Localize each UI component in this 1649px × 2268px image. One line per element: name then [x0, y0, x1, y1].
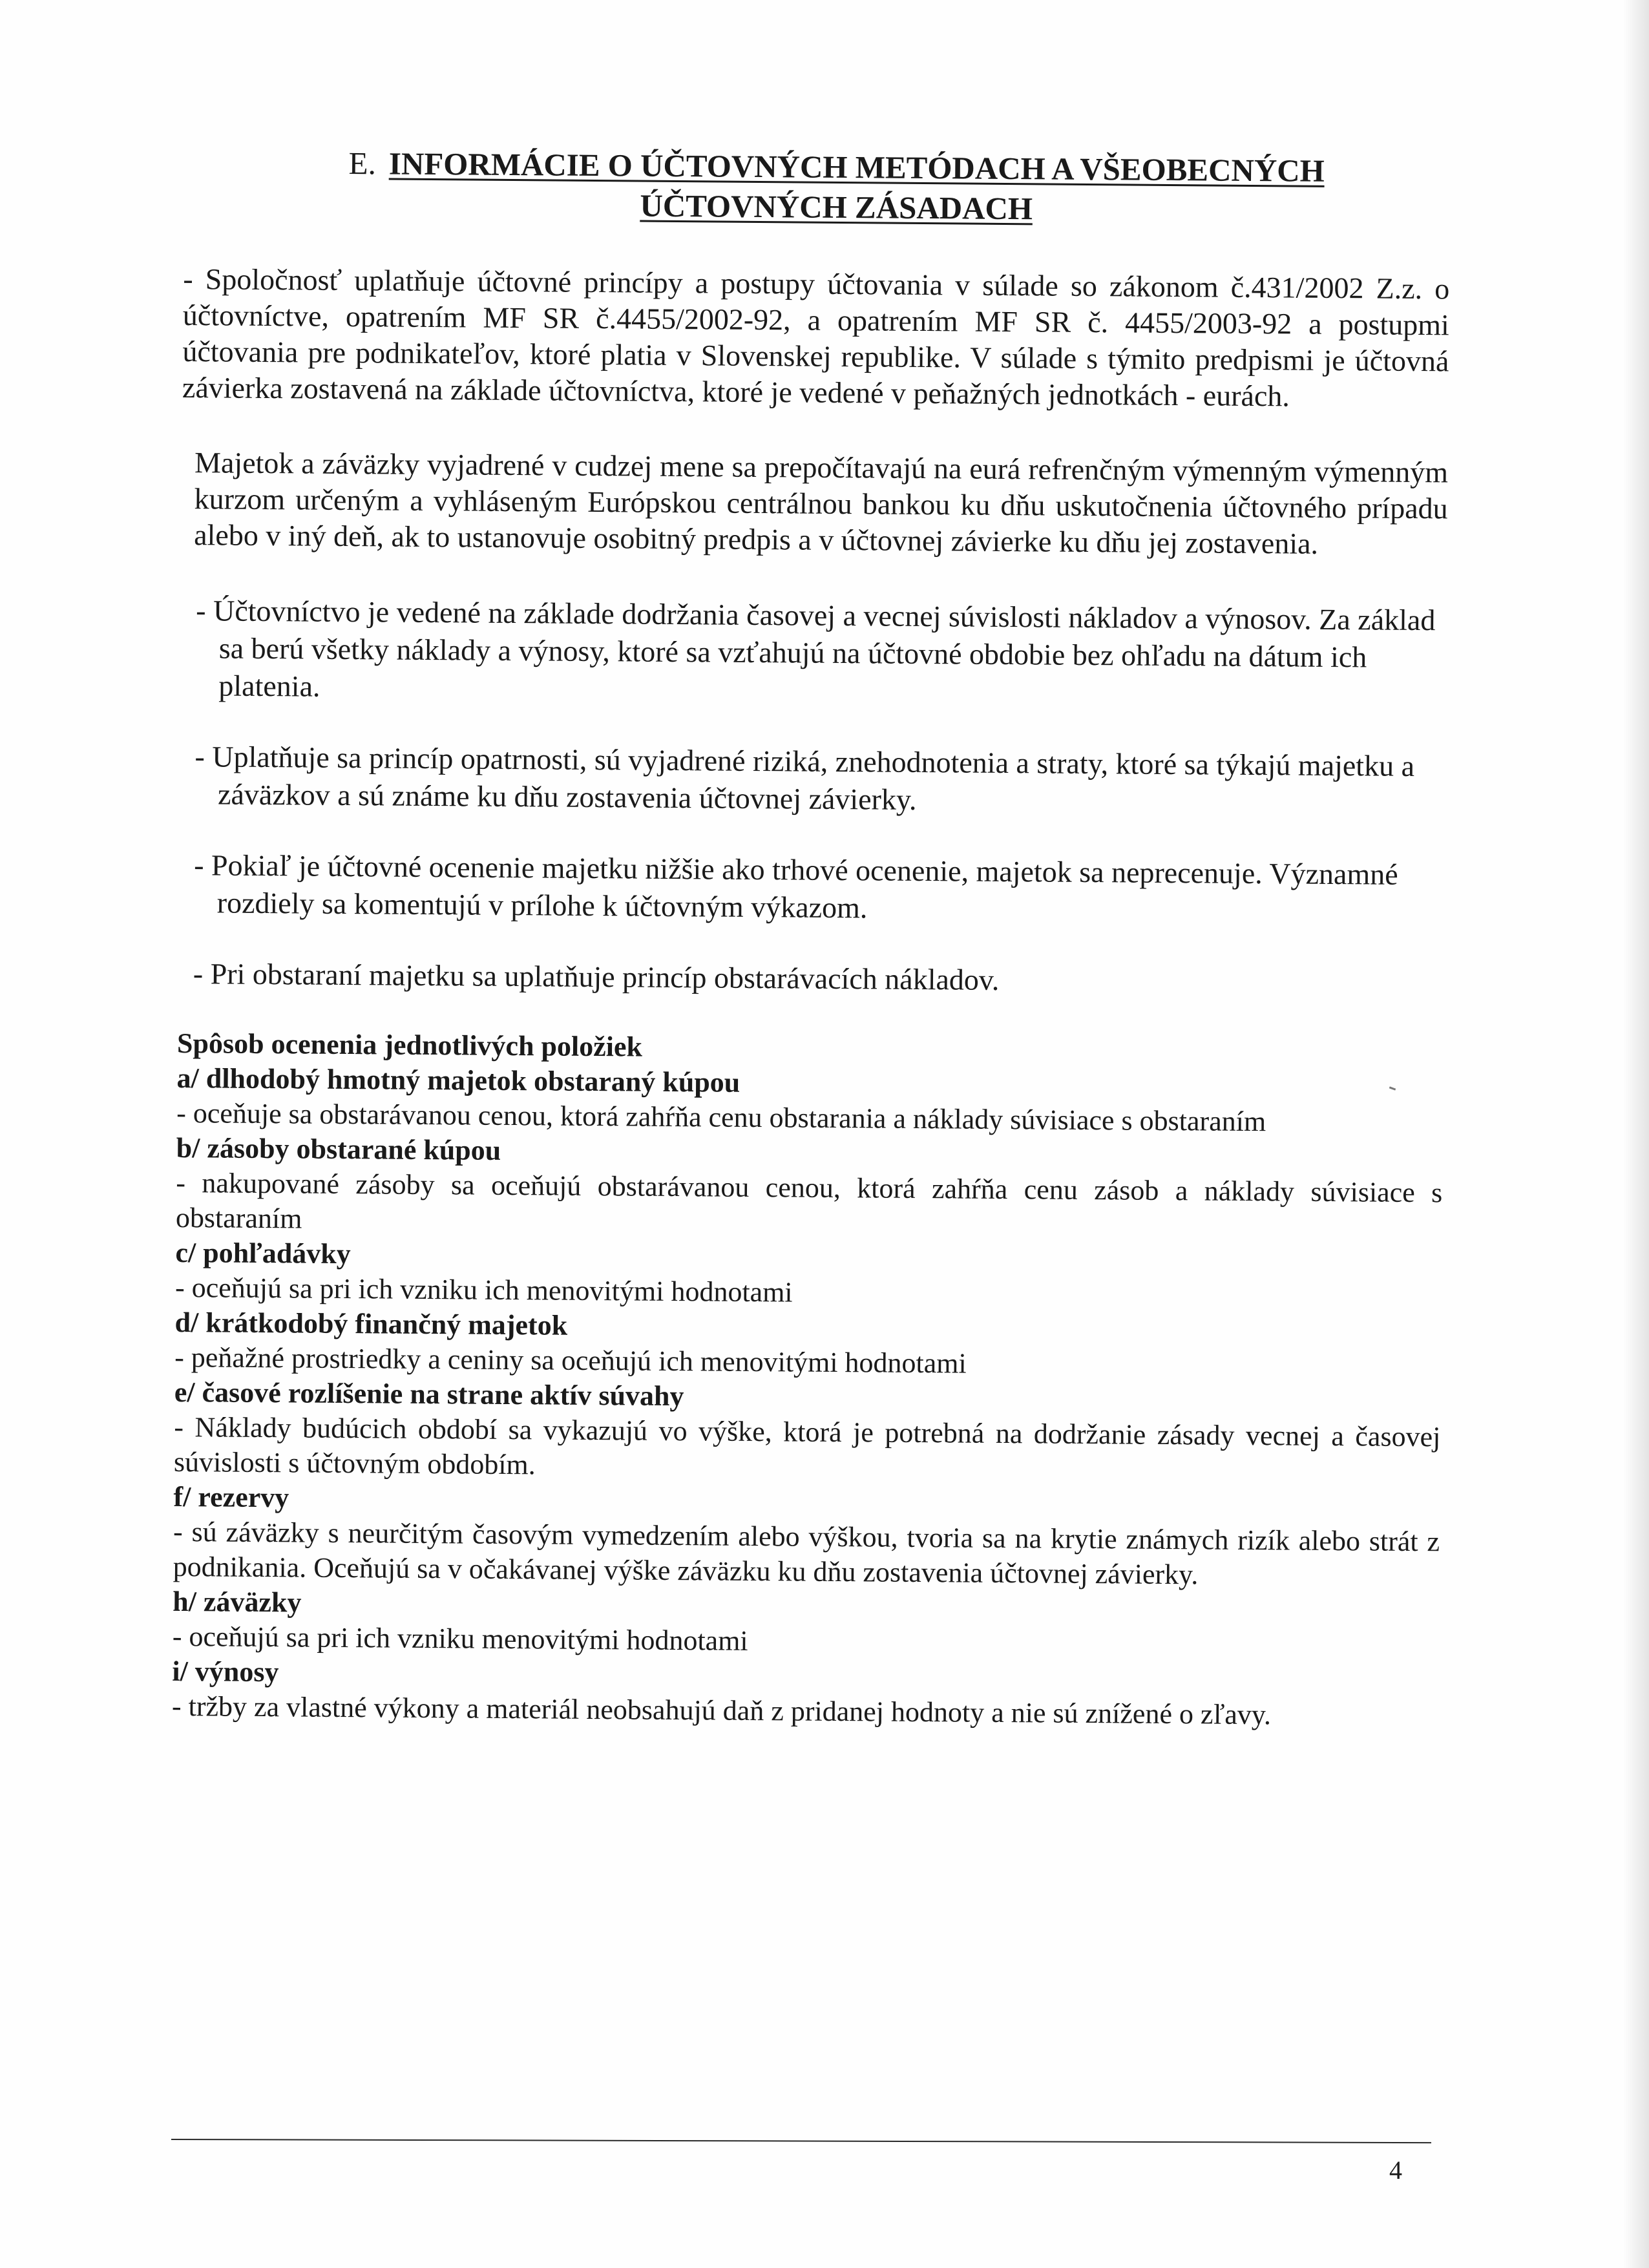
- valuation-item-text: - oceňuje sa obstarávanou cenou, ktorá zahŕňa cenu obstarania a náklady súvisiace s obstaraním: [176, 1097, 1266, 1138]
- valuation-item-title: i/ výnosy: [172, 1655, 279, 1688]
- currency-paragraph: Majetok a záväzky vyjadrené v cudzej mene sa prepočítavajú na eurá refrenčným výmenným výmenným kurzom určeným a vyhláseným Európskou centrálnou bankou ku dňu uskutočnenia účtovného prípadu alebo v iný deň, ak to ustanovuje osobitný predpis a v účtovnej závierke ku dňu jej zostavenia.: [194, 446, 1449, 560]
- valuation-item-text: - Náklady budúcich období sa vykazujú vo výške, ktorá je potrebná na dodržanie zásady vecnej a časovej súvislosti s účtovným obdobím.: [173, 1411, 1441, 1481]
- principle-accrual: - Účtovníctvo je vedené na základe dodržania časovej a vecnej súvislosti nákladov a výnosov. Za základ sa berú všetky náklady a výnosy, ktoré sa vzťahujú na účtovné obdobie bez ohľadu na dátum ich platenia.: [196, 594, 1436, 703]
- valuation-item-text: - oceňujú sa pri ich vzniku menovitými hodnotami: [172, 1620, 748, 1657]
- heading-line-1: INFORMÁCIE O ÚČTOVNÝCH METÓDACH A VŠEOBECNÝCH: [388, 145, 1325, 189]
- valuation-item-title: c/ pohľadávky: [175, 1236, 351, 1270]
- valuation-title: Spôsob ocenenia jednotlivých položiek: [176, 1027, 643, 1063]
- valuation-item-title: f/ rezervy: [173, 1480, 289, 1514]
- valuation-item-text: - oceňujú sa pri ich vzniku ich menovitými hodnotami: [174, 1271, 793, 1308]
- page-content: [172, 142, 1451, 1734]
- valuation-item-text: - peňažné prostriedky a ceniny sa oceňujú ich menovitými hodnotami: [174, 1341, 967, 1380]
- valuation-item-title: a/ dlhodobý hmotný majetok obstaraný kúpou: [176, 1062, 740, 1098]
- valuation-item-text: - tržby za vlastné výkony a materiál neobsahujú daň z pridanej hodnoty a nie sú znížené o zľavy.: [171, 1690, 1272, 1731]
- page-number: 4: [1389, 2156, 1402, 2185]
- principle-prudence: - Uplatňuje sa princíp opatrnosti, sú vyjadrené riziká, znehodnotenia a straty, ktoré sa týkajú majetku a záväzkov a sú známe ku dňu zostavenia účtovnej závierky.: [194, 740, 1415, 816]
- principle-acquisition-cost: - Pri obstaraní majetku sa uplatňuje princíp obstarávacích nákladov.: [193, 957, 1000, 996]
- page-edge-shadow: [1623, 0, 1649, 2268]
- valuation-item-text: - nakupované zásoby sa oceňujú obstarávanou cenou, ktorá zahŕňa cenu zásob a náklady súvisiace s obstaraním: [175, 1166, 1443, 1235]
- valuation-item-title: h/ záväzky: [173, 1585, 302, 1619]
- section-heading: [184, 142, 1451, 232]
- valuation-item-text: - sú záväzky s neurčitým časovým vymedzením alebo výškou, tvoria sa na krytie známych rizík alebo strát z podnikania. Oceňujú sa v očakávanej výške záväzku ku dňu zostavenia účtovnej závierky.: [173, 1515, 1440, 1591]
- valuation-item-title: b/ zásoby obstarané kúpou: [176, 1131, 501, 1166]
- intro-paragraph: - Spoločnosť uplatňuje účtovné princípy a postupy účtovania v súlade so zákonom č.431/2002 Z.z. o účtovníctve, opatrením MF SR č.4455/2002-92, a opatrením MF SR č. 4455/2003-92 a postupmi účtovania pre podnikateľov, ktoré platia v Slovenskej republike. V súlade s týmito predpismi je účtovná závierka zostavená na základe účtovníctva, ktoré je vedené v peňažných jednotkách - eurách.: [182, 262, 1450, 413]
- valuation-item-title: d/ krátkodobý finančný majetok: [174, 1306, 568, 1341]
- footer-divider: [171, 2139, 1431, 2143]
- heading-prefix: E.: [348, 145, 377, 182]
- valuation-section: [172, 1026, 1444, 1734]
- valuation-item-title: e/ časové rozlíšenie na strane aktív súvahy: [174, 1376, 684, 1412]
- principle-revaluation: - Pokiaľ je účtovné ocenenie majetku nižšie ako trhové ocenenie, majetok sa neprecenuje. Významné rozdiely sa komentujú v prílohe k účtovným výkazom.: [194, 848, 1398, 925]
- heading-line-2: ÚČTOVNÝCH ZÁSADACH: [640, 187, 1033, 227]
